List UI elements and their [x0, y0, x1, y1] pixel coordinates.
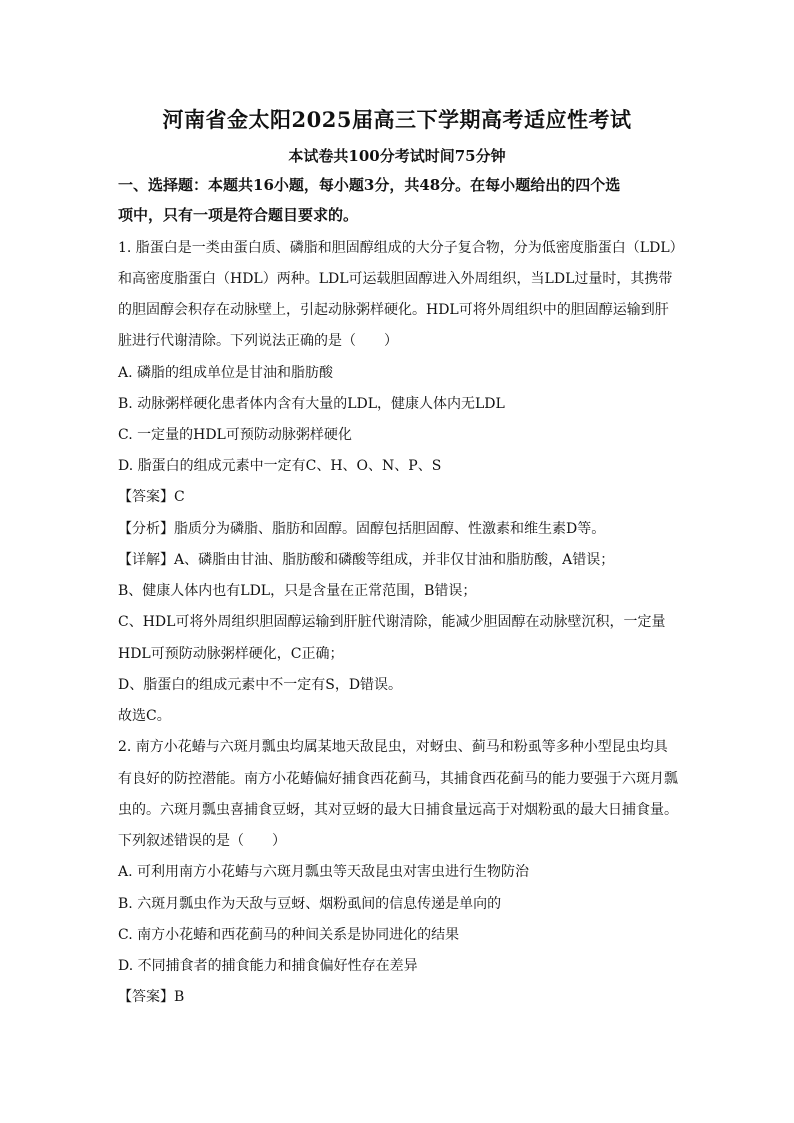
q1-detail-line-3: C、HDL可将外周组织胆固醇运输到肝脏代谢清除，能减少胆固醇在动脉壁沉积，一定量	[118, 614, 666, 630]
q1-option-a: A. 磷脂的组成单位是甘油和脂肪酸	[118, 365, 334, 381]
page-title: 河南省金太阳2025届高三下学期高考适应性考试	[162, 107, 632, 132]
q1-detail-line-5: D、脂蛋白的组成元素中不一定有S，D错误。	[118, 677, 403, 693]
page-subtitle: 本试卷共100分考试时间75分钟	[288, 147, 506, 165]
q2-stem-line-3: 虫的。六斑月瓢虫喜捕食豆蚜，其对豆蚜的最大日捕食量远高于对烟粉虱的最大日捕食量。	[118, 802, 678, 818]
q2-stem-line-4: 下列叙述错误的是（ ）	[118, 833, 286, 849]
q2-stem-line-2: 有良好的防控潜能。南方小花蝽偏好捕食西花蓟马，其捕食西花蓟马的能力要强于六斑月瓢	[118, 771, 678, 787]
q2-option-b: B. 六斑月瓢虫作为天敌与豆蚜、烟粉虱间的信息传递是单向的	[118, 896, 502, 912]
q2-option-c: C. 南方小花蝽和西花蓟马的种间关系是协同进化的结果	[118, 927, 460, 943]
q1-option-b: B. 动脉粥样硬化患者体内含有大量的LDL，健康人体内无LDL	[118, 396, 505, 412]
q1-stem-line-1: 1. 脂蛋白是一类由蛋白质、磷脂和胆固醇组成的大分子复合物，分为低密度脂蛋白（LDL）	[118, 240, 684, 256]
q1-option-d: D. 脂蛋白的组成元素中一定有C、H、O、N、P、S	[118, 458, 442, 474]
q1-option-c: C. 一定量的HDL可预防动脉粥样硬化	[118, 427, 352, 443]
q1-stem-line-3: 的胆固醇会积存在动脉壁上，引起动脉粥样硬化。HDL可将外周组织中的胆固醇运输到肝	[118, 302, 669, 318]
q1-detail-line-4: HDL可预防动脉粥样硬化，C正确；	[118, 646, 344, 662]
q2-answer: 【答案】B	[118, 989, 185, 1005]
q1-analysis: 【分析】脂质分为磷脂、脂肪和固醇。固醇包括胆固醇、性激素和维生素D等。	[118, 521, 606, 537]
q1-stem-line-4: 脏进行代谢清除。下列说法正确的是（ ）	[118, 333, 398, 349]
q2-option-a: A. 可利用南方小花蝽与六斑月瓢虫等天敌昆虫对害虫进行生物防治	[118, 864, 530, 880]
q2-option-d: D. 不同捕食者的捕食能力和捕食偏好性存在差异	[118, 958, 418, 974]
q1-answer: 【答案】C	[118, 489, 185, 505]
section-heading-line-1: 一、选择题：本题共16小题，每小题3分，共48分。在每小题给出的四个选	[118, 176, 621, 194]
q1-detail-line-1: 【详解】A、磷脂由甘油、脂肪酸和磷酸等组成，并非仅甘油和脂肪酸，A错误；	[118, 552, 615, 568]
q1-conclusion: 故选C。	[118, 708, 171, 724]
q1-stem-line-2: 和高密度脂蛋白（HDL）两种。LDL可运载胆固醇进入外周组织，当LDL过量时，其携带	[118, 271, 673, 287]
q2-stem-line-1: 2. 南方小花蝽与六斑月瓢虫均属某地天敌昆虫，对蚜虫、蓟马和粉虱等多种小型昆虫均具	[118, 739, 668, 755]
q1-detail-line-2: B、健康人体内也有LDL，只是含量在正常范围，B错误；	[118, 583, 477, 599]
section-heading-line-2: 项中，只有一项是符合题目要求的。	[118, 206, 359, 224]
